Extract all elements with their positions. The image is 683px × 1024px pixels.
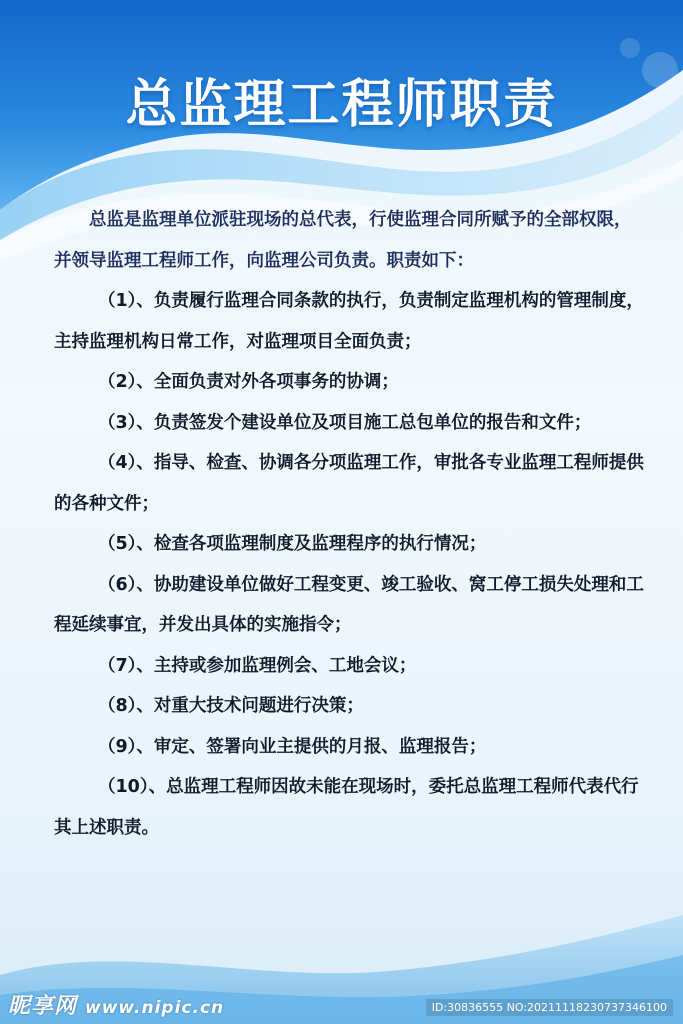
duty-item-7: （7）、主持或参加监理例会、工地会议；: [98, 655, 417, 676]
duty-item-3: （3）、负责签发个建设单位及项目施工总包单位的报告和文件；: [98, 412, 592, 433]
duty-item-5: （5）、检查各项监理制度及监理程序的执行情况；: [98, 534, 487, 554]
duties-text: [54, 200, 644, 848]
intro-paragraph: 总监是监理单位派驻现场的总代表，行使监理合同所赋予的全部权限，并领导监理工程师工作，向监理公司负责。职责如下：: [54, 210, 632, 271]
duty-item-10: （10）、总监理工程师因故未能在现场时，委托总监理工程师代表代行其上述职责。: [54, 777, 639, 838]
watermark-id: ID:30836555 NO:20211118230737346100: [426, 999, 673, 1016]
watermark-site: www.nipic.cn: [85, 998, 225, 1018]
duty-item-2: （2）、全面负责对外各项事务的协调；: [98, 372, 399, 392]
page-title: 总监理工程师职责: [125, 75, 558, 135]
watermark-logo-text: 昵享网: [8, 994, 78, 1019]
watermark-logo: [8, 989, 224, 1020]
duty-item-1: （1）、负责履行监理合同条款的执行，负责制定监理机构的管理制度，主持监理机构日常工作，对监理项目全面负责；: [54, 291, 644, 352]
duty-item-8: （8）、对重大技术问题进行决策；: [98, 696, 364, 716]
duty-item-6: （6）、协助建设单位做好工程变更、竣工验收、窝工停工损失处理和工程延续事宜，并发出具体的实施指令；: [54, 574, 644, 635]
duty-item-9: （9）、审定、签署向业主提供的月报、监理报告；: [98, 736, 487, 757]
duty-item-4: （4）、指导、检查、协调各分项监理工作，审批各专业监理工程师提供的各种文件；: [54, 453, 644, 514]
